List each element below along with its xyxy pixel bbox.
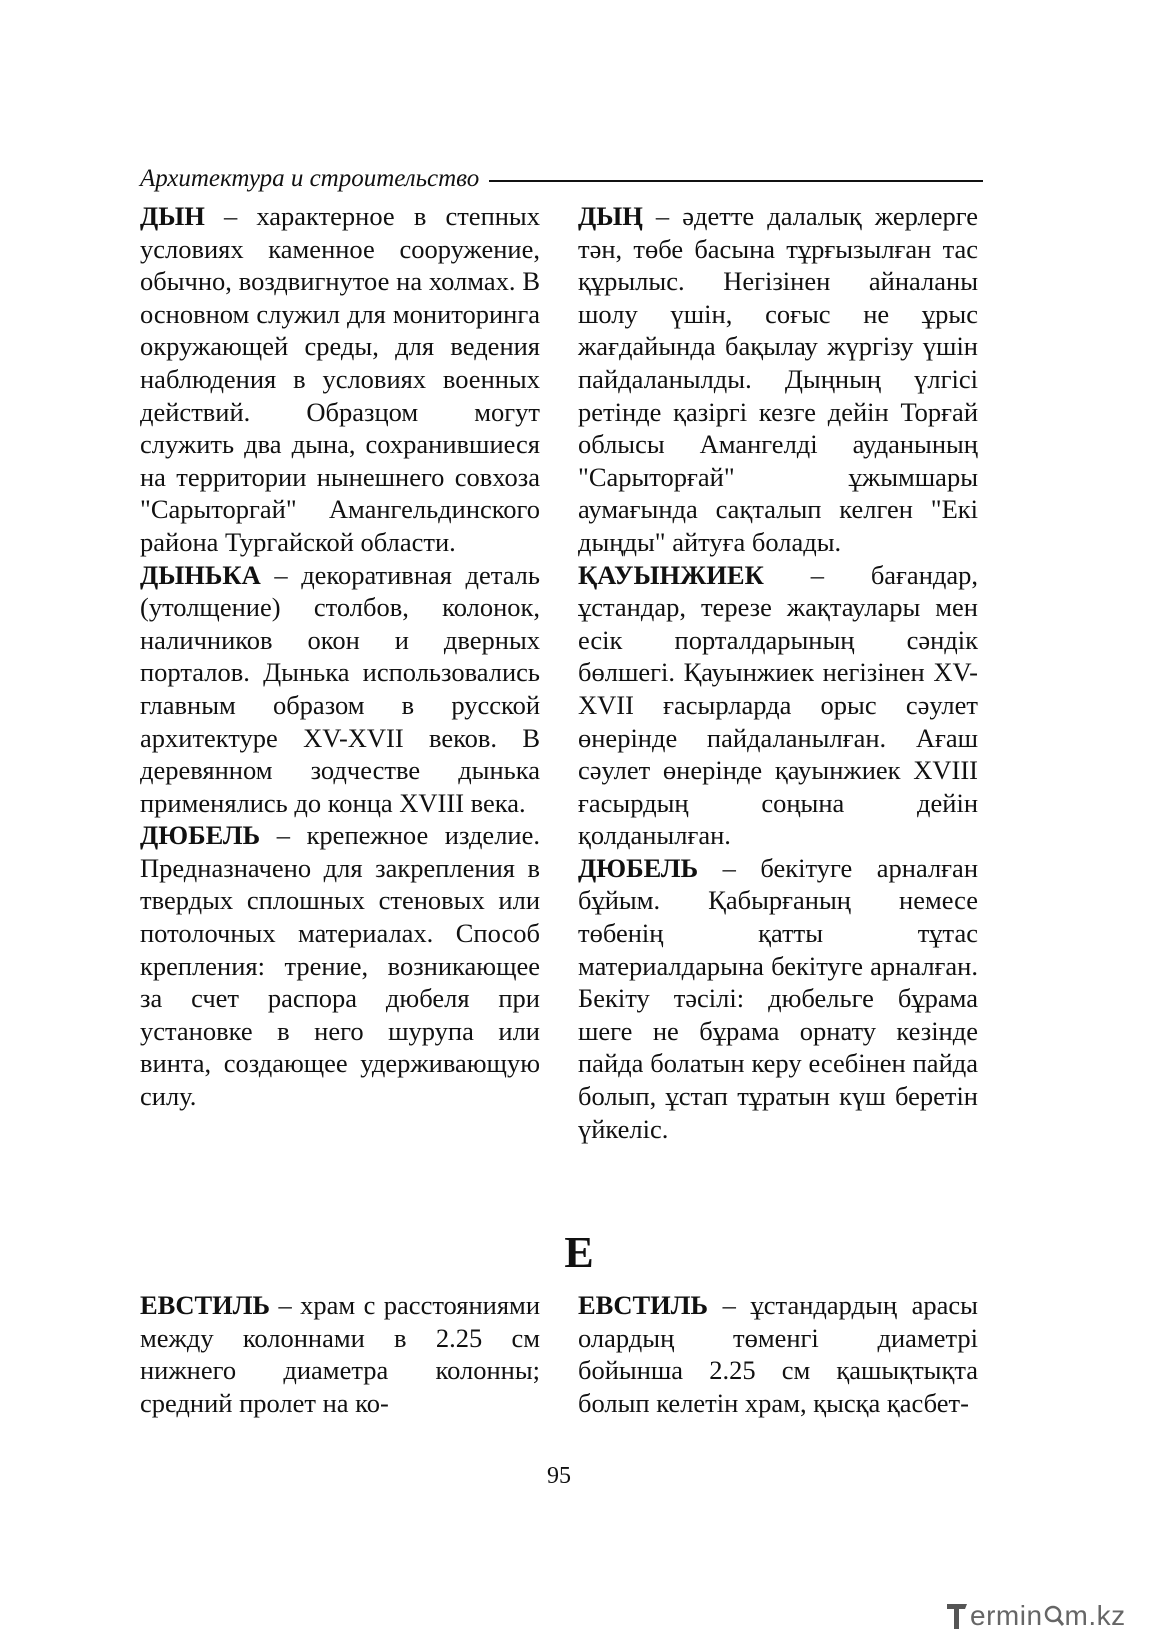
entry-evstil-ru: [140, 1289, 540, 1419]
watermark-logo: [944, 1598, 1144, 1634]
watermark-text-end: m.kz: [1064, 1600, 1126, 1631]
entry-definition: – әдетте далалық жерлерге тән, төбе басына тұрғызылған тас құрылыс. Негізінен айналаны шолу үшін, соғыс не ұрыс жағдайында бақылау жүргізу үшін пайдаланылды. Дыңның үлгісі ретінде қазіргі кезге дейін Торғай облысы Амангелді ауданының "Сарыторғай" ұжымшары аумағында сақталып келген "Екі дыңды" айтуға болады.: [578, 201, 978, 557]
page-header: [140, 162, 983, 196]
entry-definition: – крепежное изделие. Предназначено для закрепления в твердых сплошных стеновых или потолочных материалах. Способ крепления: трение, возникающее за счет распора дюбеля при установке в него шурупа или винта, создающее удерживающую силу.: [140, 820, 540, 1112]
entry-dyn-kz: [578, 200, 978, 559]
entry-kauynzhiek-kz: [578, 559, 978, 852]
entry-definition: – бағандар, ұстандар, терезе жақтаулары мен есік порталдарының сәндік бөлшегі. Қауынжиек негізінен XV-XVII ғасырларда орыс сәулет өнерінде пайдаланылған. Ағаш сәулет өнерінде қауынжиек XVIII ғасырдың соңына дейін қолданылған.: [578, 559, 978, 851]
watermark-text-start: ermin: [970, 1600, 1043, 1631]
entry-definition: – бекітуге арналған бұйым. Қабырғаның немесе төбенің қатты тұтас материалдарына бекітуге арналған. Бекіту тәсілі: дюбельге бұрама шеге не бұрама орнату кезінде пайда болатын керу есебінен пайда болып, ұстап тұратын күш беретін үйкеліс.: [578, 852, 978, 1144]
magnifier-icon: [1043, 1603, 1065, 1629]
section-letter: Е: [564, 1228, 594, 1277]
right-column-bottom: [578, 1289, 978, 1419]
left-column-bottom: [140, 1289, 540, 1419]
entry-term: ЕВСТИЛЬ: [578, 1290, 709, 1320]
header-rule: [489, 180, 983, 182]
entry-term: ДЮБЕЛЬ: [578, 852, 699, 883]
entry-dubel-kz: [578, 852, 978, 1145]
entry-term: ДЮБЕЛЬ: [140, 820, 261, 851]
entry-definition: – храм с расстояниями между колоннами в 2.25 см нижнего диаметра колонны; средний пролет на ко-: [140, 1290, 540, 1418]
entry-definition: – ұстандардың арасы олардың төменгі диаметрі бойынша 2.25 см қашықтықта болып келетін храм, қысқа қасбет-: [578, 1290, 978, 1418]
entry-dubel-ru: [140, 819, 540, 1112]
entry-term: ДЫҢ: [578, 201, 643, 231]
right-column-top: [578, 200, 978, 1145]
entry-definition: – характерное в степных условиях каменное сооружение, обычно, воздвигнутое на холмах. В основном служил для мониторинга окружающей среды, для ведения наблюдения в условиях военных действий. Образцом могут служить два дына, сохранившиеся на территории нынешнего совхоза "Сарыторгай" Амангельдинского района Тургайской области.: [140, 201, 540, 557]
entry-term: ҚАУЫНЖИЕК: [578, 559, 764, 590]
running-title: Архитектура и строительство: [140, 165, 480, 192]
entry-term: ЕВСТИЛЬ: [140, 1290, 271, 1320]
entry-dynka-ru: [140, 559, 540, 820]
entry-definition: – декоративная деталь (утолщение) столбов, колонок, наличников окон и дверных порталов. Дынька использовались главным образом в русской архитектуре XV-XVII веков. В деревянном зодчестве дынька применялись до конца XVIII века.: [140, 559, 540, 818]
entry-term: ДЫН: [140, 201, 205, 231]
page-number: 95: [547, 1463, 571, 1489]
t-letter-icon: [944, 1601, 970, 1631]
entry-term: ДЫНЬКА: [140, 559, 261, 590]
entry-evstil-kz: [578, 1289, 978, 1419]
left-column-top: [140, 200, 540, 1113]
entry-dyn-ru: [140, 200, 540, 559]
